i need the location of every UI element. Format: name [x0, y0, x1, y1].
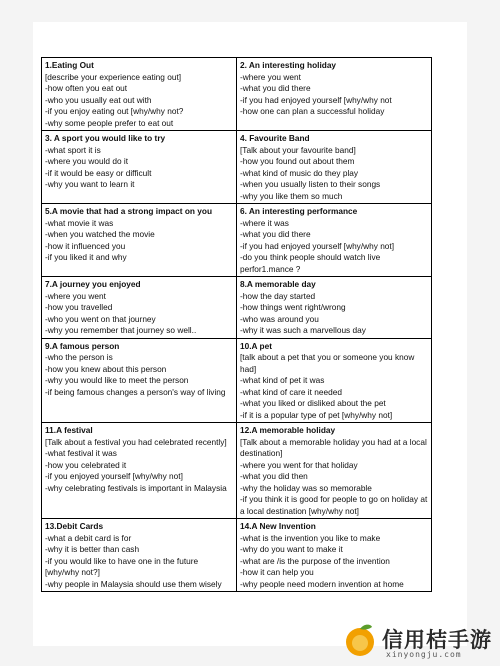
topic-prompt: -how it can help you — [240, 567, 314, 577]
topic-cell — [42, 58, 237, 131]
topic-prompt: -what you liked or disliked about the pet — [240, 398, 386, 408]
watermark — [330, 618, 500, 666]
topic-prompt: [Talk about a festival you had celebrated recently] — [45, 436, 227, 447]
topic-prompt: [Talk about a memorable holiday you had at a local destination] — [240, 436, 427, 458]
topic-prompt: [Talk about your favourite band] — [240, 144, 356, 155]
topic-row — [42, 58, 432, 131]
topic-prompt: -who the person is — [45, 352, 113, 362]
topic-title: 2. An interesting holiday — [240, 60, 337, 70]
topic-prompt: -why the holiday was so memorable — [240, 482, 372, 493]
topic-prompt: -if you would like to have one in the future [why/why not?] — [45, 555, 199, 577]
topic-prompt: -why people in Malaysia should use them wisely — [45, 578, 222, 589]
topic-cell — [42, 131, 237, 204]
topic-prompt: -how you travelled — [45, 302, 113, 312]
topic-prompt: -what kind of music do they play — [240, 167, 359, 178]
topic-row — [42, 423, 432, 519]
topic-title: 4. Favourite Band — [240, 133, 310, 143]
topic-prompt: -how things went right/wrong — [240, 302, 346, 312]
topic-prompt: -what are /is the purpose of the invention — [240, 555, 390, 566]
topic-prompt: -if being famous changes a person's way of living — [45, 386, 226, 397]
topic-prompt: -how you found out about them — [240, 156, 355, 166]
topic-prompt: -where you went — [45, 290, 106, 301]
topic-prompt: -why you would like to meet the person — [45, 375, 189, 385]
topic-title: 9.A famous person — [45, 340, 120, 351]
topic-prompt: -why you like them so much — [240, 190, 343, 201]
topic-prompt: -why do you want to make it — [240, 544, 343, 554]
topic-row — [42, 277, 432, 339]
topic-prompt: -why people need modern invention at home — [240, 578, 404, 589]
topic-title: 3. A sport you would like to try — [45, 133, 166, 143]
topic-prompt: -who you usually eat out with — [45, 94, 152, 105]
topic-prompt: -what is the invention you like to make — [240, 532, 381, 543]
topic-row — [42, 131, 432, 204]
topic-cell — [42, 338, 237, 423]
watermark-name: 信用桔手游 — [382, 628, 492, 652]
topic-prompt: -what kind of care it needed — [240, 386, 342, 397]
topic-prompt: -do you think people should watch live perfor1.mance ? — [240, 252, 381, 274]
topic-prompt: -where it was — [240, 217, 289, 228]
topic-title: 14.A New Invention — [240, 521, 316, 531]
topic-prompt: -why it is better than cash — [45, 544, 140, 554]
topic-cell — [42, 277, 237, 339]
topic-prompt: -what you did then — [240, 471, 308, 481]
topic-prompt: -what you did there — [240, 83, 311, 93]
topic-prompt: -when you watched the movie — [45, 229, 155, 239]
topic-title: 6. An interesting performance — [240, 206, 358, 216]
topic-prompt: -if it is a popular type of pet [why/why not] — [240, 409, 393, 420]
topic-row — [42, 338, 432, 423]
topic-cell — [237, 131, 432, 204]
orange-logo-icon — [342, 622, 378, 658]
topic-prompt: -if you had enjoyed yourself [why/why not — [240, 94, 392, 105]
topic-prompt: -how it influenced you — [45, 240, 126, 251]
topic-prompt: -if it would be easy or difficult — [45, 167, 152, 178]
topic-title: 13.Debit Cards — [45, 521, 104, 531]
topic-cell — [237, 58, 432, 131]
topic-cell — [237, 204, 432, 277]
topic-title: 7.A journey you enjoyed — [45, 279, 141, 289]
topic-cell — [42, 423, 237, 519]
topic-title: 10.A pet — [240, 340, 272, 351]
topic-row — [42, 519, 432, 592]
topic-prompt: -why you want to learn it — [45, 179, 135, 189]
topic-prompt: -how often you eat out — [45, 83, 128, 93]
topic-prompt: -where you went for that holiday — [240, 459, 358, 470]
topic-title: 1.Eating Out — [45, 60, 94, 70]
topic-prompt: -what kind of pet it was — [240, 375, 325, 385]
topic-prompt: -where you would do it — [45, 156, 129, 166]
topic-prompt: -why you remember that journey so well.. — [45, 325, 197, 335]
topic-prompt: -how the day started — [240, 290, 316, 301]
topic-prompt: -how you celebrated it — [45, 459, 127, 470]
topic-cell — [42, 204, 237, 277]
topic-prompt: -what a debit card is for — [45, 532, 132, 543]
topic-prompt: -how one can plan a successful holiday — [240, 106, 385, 116]
watermark-url: xinyongju.com — [386, 650, 462, 659]
topic-prompt: -why it was such a marvellous day — [240, 325, 366, 335]
topic-prompt: -what you did there — [240, 229, 311, 239]
topic-prompt: -when you usually listen to their songs — [240, 179, 381, 189]
topic-cell — [42, 519, 237, 592]
topic-prompt: -if you enjoy eating out [why/why not? — [45, 106, 184, 116]
topic-title: 12.A memorable holiday — [240, 425, 336, 435]
topic-prompt: -why some people prefer to eat out — [45, 117, 174, 128]
topic-title: 8.A memorable day — [240, 279, 316, 289]
topic-prompt: -why celebrating festivals is important in Malaysia — [45, 482, 227, 493]
topic-prompt: -if you think it is good for people to go on holiday at a local destination [why/why not] — [240, 494, 428, 516]
topic-prompt: -what sport it is — [45, 144, 101, 155]
topic-prompt: -what festival it was — [45, 448, 117, 458]
topic-prompt: -who you went on that journey — [45, 313, 156, 324]
topic-prompt: -if you liked it and why — [45, 252, 127, 262]
topic-cell — [237, 277, 432, 339]
topic-prompt: -who was around you — [240, 313, 319, 324]
topic-title: 11.A festival — [45, 425, 93, 435]
topic-title: 5.A movie that had a strong impact on you — [45, 206, 213, 216]
topic-cell — [237, 338, 432, 423]
topic-prompt: [talk about a pet that you or someone you know had] — [240, 352, 415, 374]
topic-row — [42, 204, 432, 277]
topic-prompt: -if you had enjoyed yourself [why/why not] — [240, 240, 395, 251]
topic-prompt: -how you knew about this person — [45, 363, 167, 374]
topic-prompt: -what movie it was — [45, 217, 114, 228]
topic-prompt: -if you enjoyed yourself [why/why not] — [45, 471, 183, 481]
topics-table — [41, 57, 432, 592]
topic-cell — [237, 423, 432, 519]
topic-cell — [237, 519, 432, 592]
topic-prompt: [describe your experience eating out] — [45, 71, 182, 82]
topic-prompt: -where you went — [240, 71, 301, 82]
